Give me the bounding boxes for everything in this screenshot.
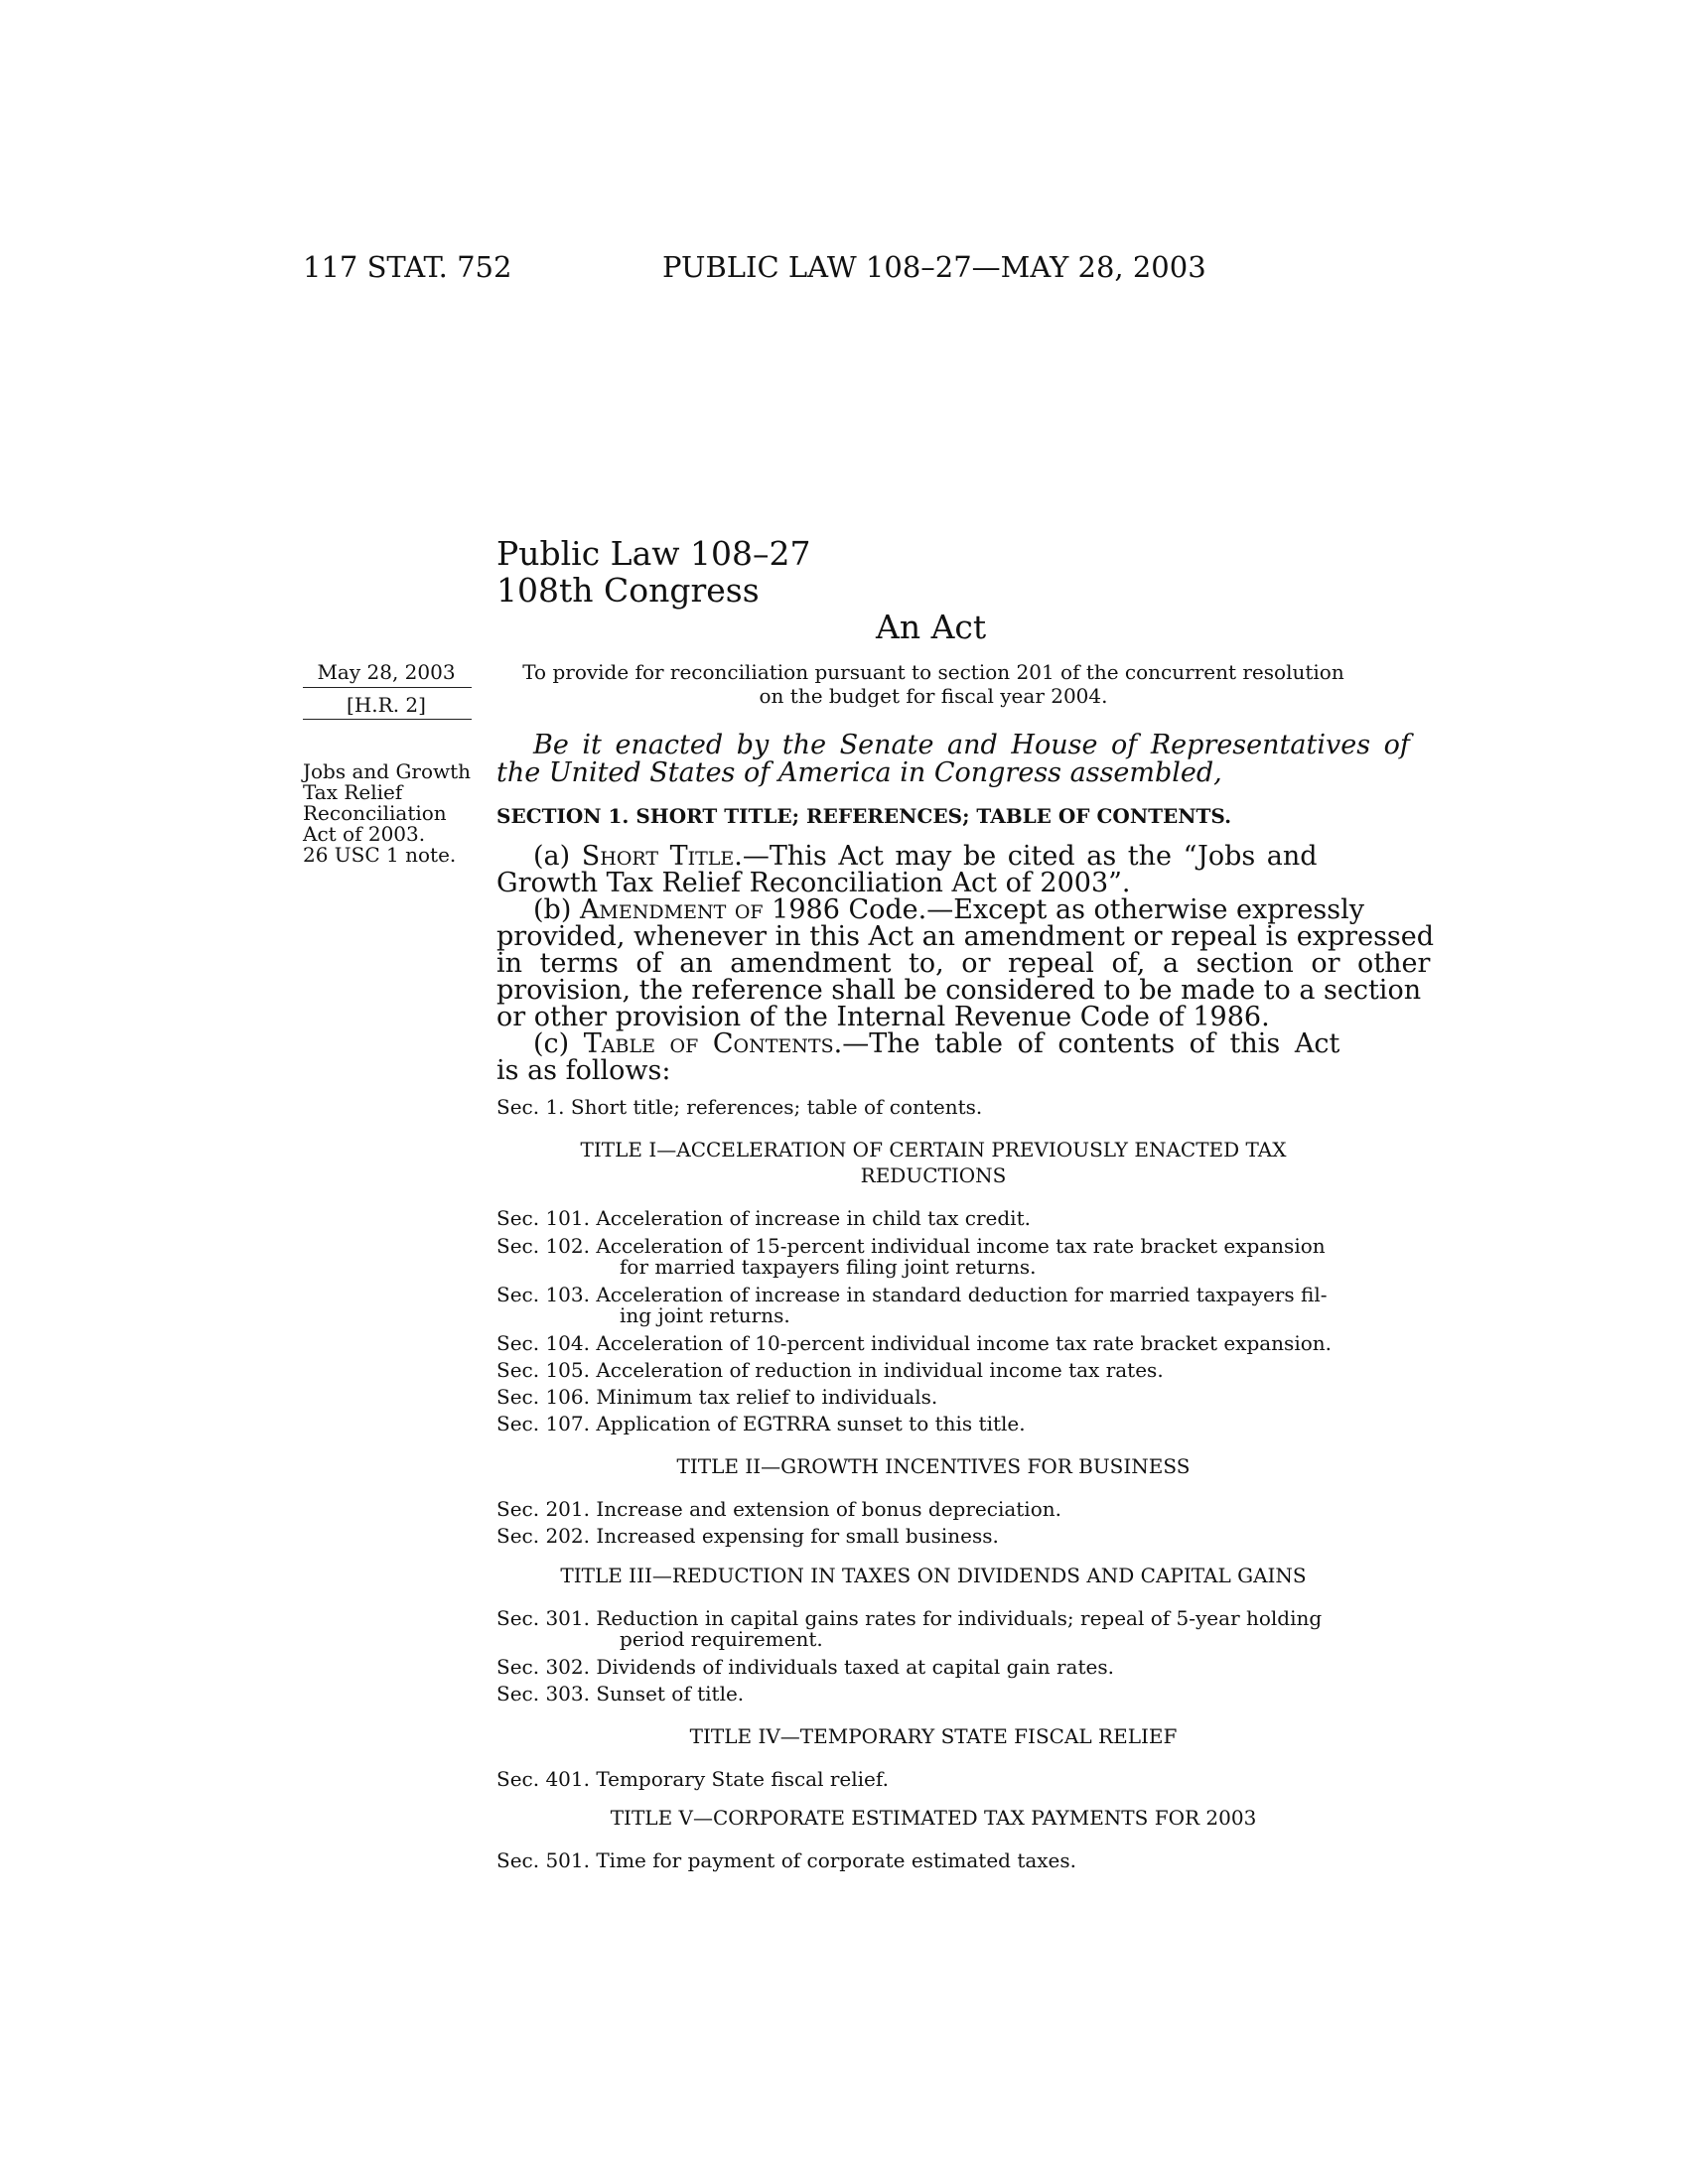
law-number: Public Law 108–27 — [496, 534, 811, 573]
toc-entry — [496, 1385, 937, 1409]
toc-entry — [496, 1848, 1076, 1872]
toc-sec-title: Sunset of title. — [596, 1682, 745, 1706]
toc-sec-number: Sec. 105. — [496, 1358, 590, 1382]
purpose-line: To provide for reconciliation pursuant to section 201 of the concurrent resolution — [522, 660, 1344, 684]
toc-sec-number: Sec. 102. — [496, 1234, 590, 1258]
toc-sec-number: Sec. 106. — [496, 1385, 590, 1409]
toc-sec-title: Minimum tax relief to individuals. — [596, 1385, 938, 1409]
toc-entry — [496, 1412, 1026, 1435]
subsection-caption: Short Title — [581, 841, 735, 872]
toc-sec-title: Application of EGTRRA sunset to this title. — [596, 1412, 1026, 1435]
subsection-label: (a) — [533, 841, 582, 872]
toc-sec-number: Sec. 104. — [496, 1331, 590, 1355]
subsection-label: (c) — [533, 1028, 584, 1059]
toc-sec-number: Sec. 1. — [496, 1095, 565, 1119]
toc-entry — [496, 1655, 1114, 1679]
toc-entry — [496, 1331, 1332, 1355]
purpose-line: on the budget for fiscal year 2004. — [759, 684, 1108, 708]
toc-sec-title: Reduction in capital gains rates for individuals; repeal of 5-year holding — [596, 1606, 1323, 1630]
toc-sec-number: Sec. 303. — [496, 1682, 590, 1706]
section-heading: SECTION 1. SHORT TITLE; REFERENCES; TABLE OF CONTENTS. — [496, 804, 1232, 828]
toc-sec-title: Temporary State fiscal relief. — [596, 1767, 889, 1791]
subsection-b-line: provided, whenever in this Act an amendment or repeal is expressed — [496, 921, 1435, 952]
toc-sec-title: Acceleration of 10-percent individual income tax rate bracket expansion. — [596, 1331, 1332, 1355]
toc-sec-title: Acceleration of 15-percent individual income tax rate bracket expansion — [596, 1234, 1326, 1258]
margin-date: May 28, 2003 — [317, 660, 456, 684]
toc-entry — [496, 1767, 889, 1791]
margin-note-line: Act of 2003. — [303, 822, 426, 846]
toc-sec-number: Sec. 107. — [496, 1412, 590, 1435]
congress: 108th Congress — [496, 571, 760, 610]
toc-entry — [496, 1358, 1164, 1382]
toc-sec-title: Short title; references; table of contents. — [570, 1095, 983, 1119]
toc-sec-title: Acceleration of increase in child tax credit. — [596, 1206, 1031, 1230]
margin-note-line: Jobs and Growth — [303, 759, 472, 783]
running-title: PUBLIC LAW 108–27—MAY 28, 2003 — [662, 250, 1206, 284]
margin-rule-2 — [303, 719, 472, 720]
toc-sec-title: Acceleration of reduction in individual income tax rates. — [596, 1358, 1164, 1382]
subsection-b-line: provision, the reference shall be considered to be made to a section — [496, 975, 1422, 1006]
enacting-clause-line: the United States of America in Congress assembled, — [496, 757, 1222, 788]
toc-entry — [496, 1682, 744, 1706]
toc-title-heading: TITLE I—ACCELERATION OF CERTAIN PREVIOUSLY ENACTED TAX — [580, 1138, 1287, 1161]
toc-title-heading: TITLE II—GROWTH INCENTIVES FOR BUSINESS — [676, 1454, 1191, 1478]
toc-title-heading: TITLE IV—TEMPORARY STATE FISCAL RELIEF — [689, 1724, 1178, 1748]
subsection-text: 1986 Code.—Except as otherwise expressly — [763, 894, 1365, 925]
toc-sec-number: Sec. 301. — [496, 1606, 590, 1630]
toc-sec-title: Increased expensing for small business. — [596, 1524, 999, 1548]
toc-entry — [496, 1206, 1031, 1230]
margin-bill: [H.R. 2] — [347, 693, 426, 717]
toc-sec-number: Sec. 302. — [496, 1655, 590, 1679]
toc-entry-continuation: for married taxpayers filing joint returns. — [620, 1255, 1037, 1279]
toc-entry — [496, 1095, 982, 1119]
toc-sec-title: Acceleration of increase in standard deduction for married taxpayers fil- — [596, 1283, 1328, 1306]
toc-sec-number: Sec. 201. — [496, 1497, 590, 1521]
toc-entry — [496, 1524, 999, 1548]
toc-sec-number: Sec. 103. — [496, 1283, 590, 1306]
enacting-clause-line: Be it enacted by the Senate and House of Representatives of — [533, 730, 1410, 760]
act-label: An Act — [876, 608, 987, 646]
margin-note-line: Reconciliation — [303, 801, 447, 825]
toc-entry — [496, 1497, 1061, 1521]
stat-page-number: 117 STAT. 752 — [303, 250, 512, 284]
margin-note-line: 26 USC 1 note. — [303, 843, 457, 867]
toc-title-heading: REDUCTIONS — [860, 1163, 1007, 1187]
margin-note-line: Tax Relief — [303, 780, 403, 804]
toc-sec-title: Time for payment of corporate estimated taxes. — [596, 1848, 1077, 1872]
toc-sec-number: Sec. 401. — [496, 1767, 590, 1791]
subsection-c-line: is as follows: — [496, 1055, 671, 1086]
subsection-label: (b) — [533, 894, 580, 925]
toc-sec-number: Sec. 101. — [496, 1206, 590, 1230]
toc-entry-continuation: period requirement. — [620, 1627, 823, 1651]
subsection-caption: Amendment of — [579, 894, 764, 925]
toc-sec-number: Sec. 202. — [496, 1524, 590, 1548]
toc-title-heading: TITLE V—CORPORATE ESTIMATED TAX PAYMENTS FOR 2003 — [610, 1806, 1257, 1830]
toc-sec-number: Sec. 501. — [496, 1848, 590, 1872]
subsection-b-line: or other provision of the Internal Revenue Code of 1986. — [496, 1002, 1270, 1032]
subsection-b-line: in terms of an amendment to, or repeal of, a section or other — [496, 948, 1431, 979]
subsection-text: .—This Act may be cited as the “Jobs and — [734, 841, 1318, 872]
toc-title-heading: TITLE III—REDUCTION IN TAXES ON DIVIDENDS AND CAPITAL GAINS — [560, 1564, 1307, 1587]
subsection-caption: Table of Contents — [583, 1028, 834, 1059]
toc-sec-title: Dividends of individuals taxed at capital gain rates. — [596, 1655, 1114, 1679]
subsection-text: .—The table of contents of this Act — [833, 1028, 1340, 1059]
toc-sec-title: Increase and extension of bonus depreciation. — [596, 1497, 1061, 1521]
toc-entry-continuation: ing joint returns. — [620, 1303, 790, 1327]
subsection-a-line: Growth Tax Relief Reconciliation Act of 2003”. — [496, 868, 1131, 898]
margin-rule-1 — [303, 687, 472, 688]
